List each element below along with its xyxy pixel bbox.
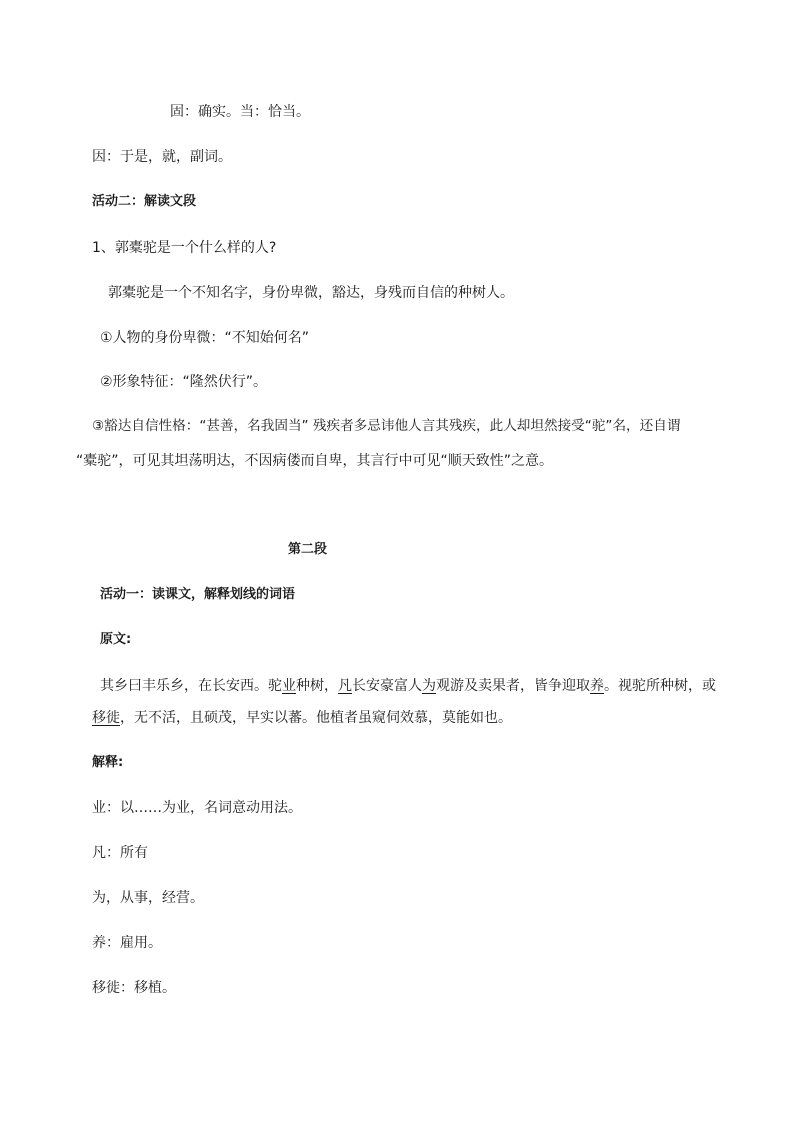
text-segment: 种树， [296, 678, 338, 694]
section-heading-second-paragraph: 第二段 [288, 542, 328, 557]
explanation-ye: 业：以……为业，名词意动用法。 [92, 800, 302, 816]
original-text-line2 [92, 708, 512, 728]
definition-yin: 因：于是，就，副词。 [92, 149, 232, 165]
explanation-fan: 凡：所有 [92, 845, 148, 861]
underlined-word-yixi: 移徙 [92, 710, 120, 726]
text-segment: ，无不活，且硕茂，早实以蕃。他植者虽窥伺效慕，莫能如也。 [120, 710, 512, 726]
point-three-line2: “橐驼”，可见其坦荡明达，不因病偻而自卑，其言行中可见“顺天致性”之意。 [76, 453, 554, 469]
original-text-label: 原文: [100, 632, 132, 647]
underlined-word-wei: 为 [422, 678, 436, 694]
explanation-wei: 为，从事，经营。 [92, 890, 204, 906]
activity-one-heading: 活动一：读课文，解释划线的词语 [100, 587, 296, 602]
text-segment: 长安豪富人 [352, 678, 422, 694]
definition-gu-dang: 固：确实。当：恰当。 [170, 104, 310, 120]
point-one: ①人物的身份卑微：“不知始何名” [100, 330, 310, 346]
text-segment: 。视驼所种树，或 [604, 678, 716, 694]
point-three-line1: ③豁达自信性格：“甚善，名我固当” 残疾者多忌讳他人言其残疾，此人却坦然接受“驼”名，还自谓 [92, 418, 681, 434]
activity-two-heading: 活动二：解读文段 [92, 194, 197, 209]
question-one: 1、郭橐驼是一个什么样的人? [92, 240, 277, 256]
underlined-word-yang: 养 [590, 678, 604, 694]
explanation-label: 解释: [92, 755, 124, 770]
explanation-yang: 养：雇用。 [92, 935, 162, 951]
text-segment: 其乡曰丰乐乡，在长安西。驼 [100, 678, 282, 694]
explanation-yixi: 移徙：移植。 [92, 980, 176, 996]
underlined-word-ye: 业 [282, 678, 296, 694]
underlined-word-fan: 凡 [338, 678, 352, 694]
answer-summary: 郭橐驼是一个不知名字，身份卑微，豁达，身残而自信的种树人。 [108, 285, 514, 301]
text-segment: 观游及卖果者，皆争迎取 [436, 678, 590, 694]
original-text-line1 [100, 676, 716, 696]
point-two: ②形象特征：“隆然伏行”。 [100, 374, 268, 390]
